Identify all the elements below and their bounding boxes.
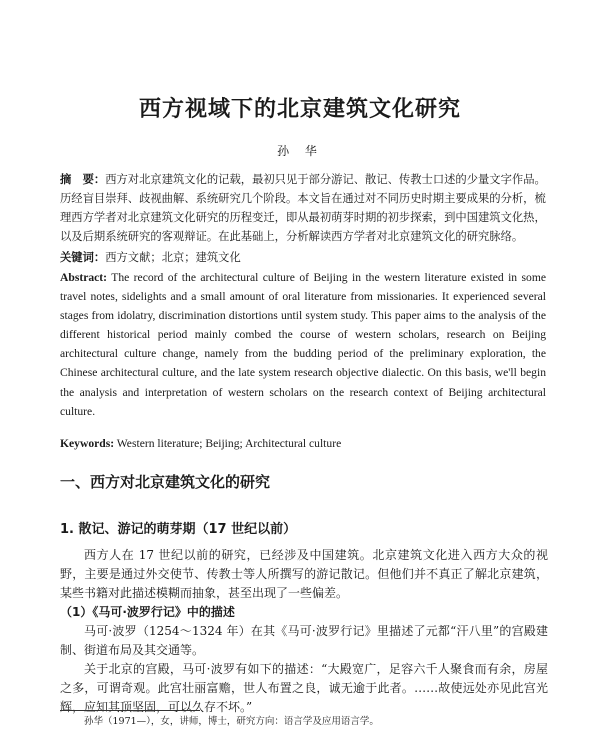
- abstract-en-label: Abstract:: [60, 271, 108, 284]
- footnote-divider: [60, 710, 200, 711]
- keywords-chinese: [60, 248, 548, 267]
- keywords-english: [60, 437, 548, 450]
- body-paragraph-2: 马可·波罗（1254～1324 年）在其《马可·波罗行记》里描述了元都“汗八里”的宫殿建制、街道布局及其交通等。: [60, 624, 548, 657]
- abstract-english: [60, 268, 546, 421]
- abstract-chinese: [60, 170, 548, 246]
- author-footnote: 孙华（1971—），女，讲师，博士，研究方向：语言学及应用语言学。: [84, 716, 379, 727]
- item-heading: （1）《马可·波罗行记》中的描述: [60, 605, 235, 619]
- subsection-heading: 1. 散记、游记的萌芽期（17 世纪以前）: [60, 522, 297, 537]
- keywords-en-label: Keywords:: [60, 437, 115, 450]
- keywords-cn-text: 西方文献；北京；建筑文化: [105, 251, 241, 264]
- body-paragraph-3: 关于北京的宫殿，马可·波罗有如下的描述：“大殿宽广，足容六千人聚食而有余，房屋之多，可谓奇观。此宫壮丽富赡，世人布置之良，诚无逾于此者。……故使远处亦见此宫光辉，应知其顶坚固，可以久存不坏。”: [60, 662, 548, 714]
- section-heading: 一、西方对北京建筑文化的研究: [60, 473, 271, 491]
- keywords-en-text: Western literature; Beijing; Architectural culture: [114, 437, 342, 450]
- keywords-cn-label: 关键词：: [60, 250, 106, 264]
- paper-title: 西方视域下的北京建筑文化研究: [138, 97, 461, 122]
- body-paragraph-1: 西方人在 17 世纪以前的研究，已经涉及中国建筑。北京建筑文化进入西方大众的视野，主要是通过外交使节、传教士等人所撰写的游记散记。但他们并不真正了解北京建筑，某些书籍对此描述模糊而抽象，甚至出现了一些偏差。: [60, 548, 548, 600]
- abstract-cn-text: 西方对北京建筑文化的记载，最初只见于部分游记、散记、传教士口述的少量文字作品。历经盲目崇拜、歧视曲解、系统研究几个阶段。本文旨在通过对不同历史时期主要成果的分析，梳理西方学者对北京建筑文化研究的历程变迁，即从最初萌芽时期的初步探索，到中国建筑文化热，以及后期系统研究的客观辩证。在此基础上，分析解读西方学者对北京建筑文化的研究脉络。: [60, 173, 546, 243]
- abstract-cn-label: 摘 要：: [60, 172, 106, 186]
- abstract-en-text: The record of the architectural culture of Beijing in the western literature existed in some travel notes, sidelights and a small amount of oral literature from missionaries. It experienced several stages from idolatry, discrimination distortions until system study. This paper aims to the analysis of the different historical period mainly combed the course of western scholars, research on Beijing architectural culture change, namely from the budding period of the preliminary exploration, the Chinese architectural culture, and the late system research objective dialectic. On this basis, we'll begin the analysis and interpretation of western scholars on the research context of Beijing architectural culture.: [60, 271, 546, 418]
- author-name: 孙 华: [277, 144, 323, 158]
